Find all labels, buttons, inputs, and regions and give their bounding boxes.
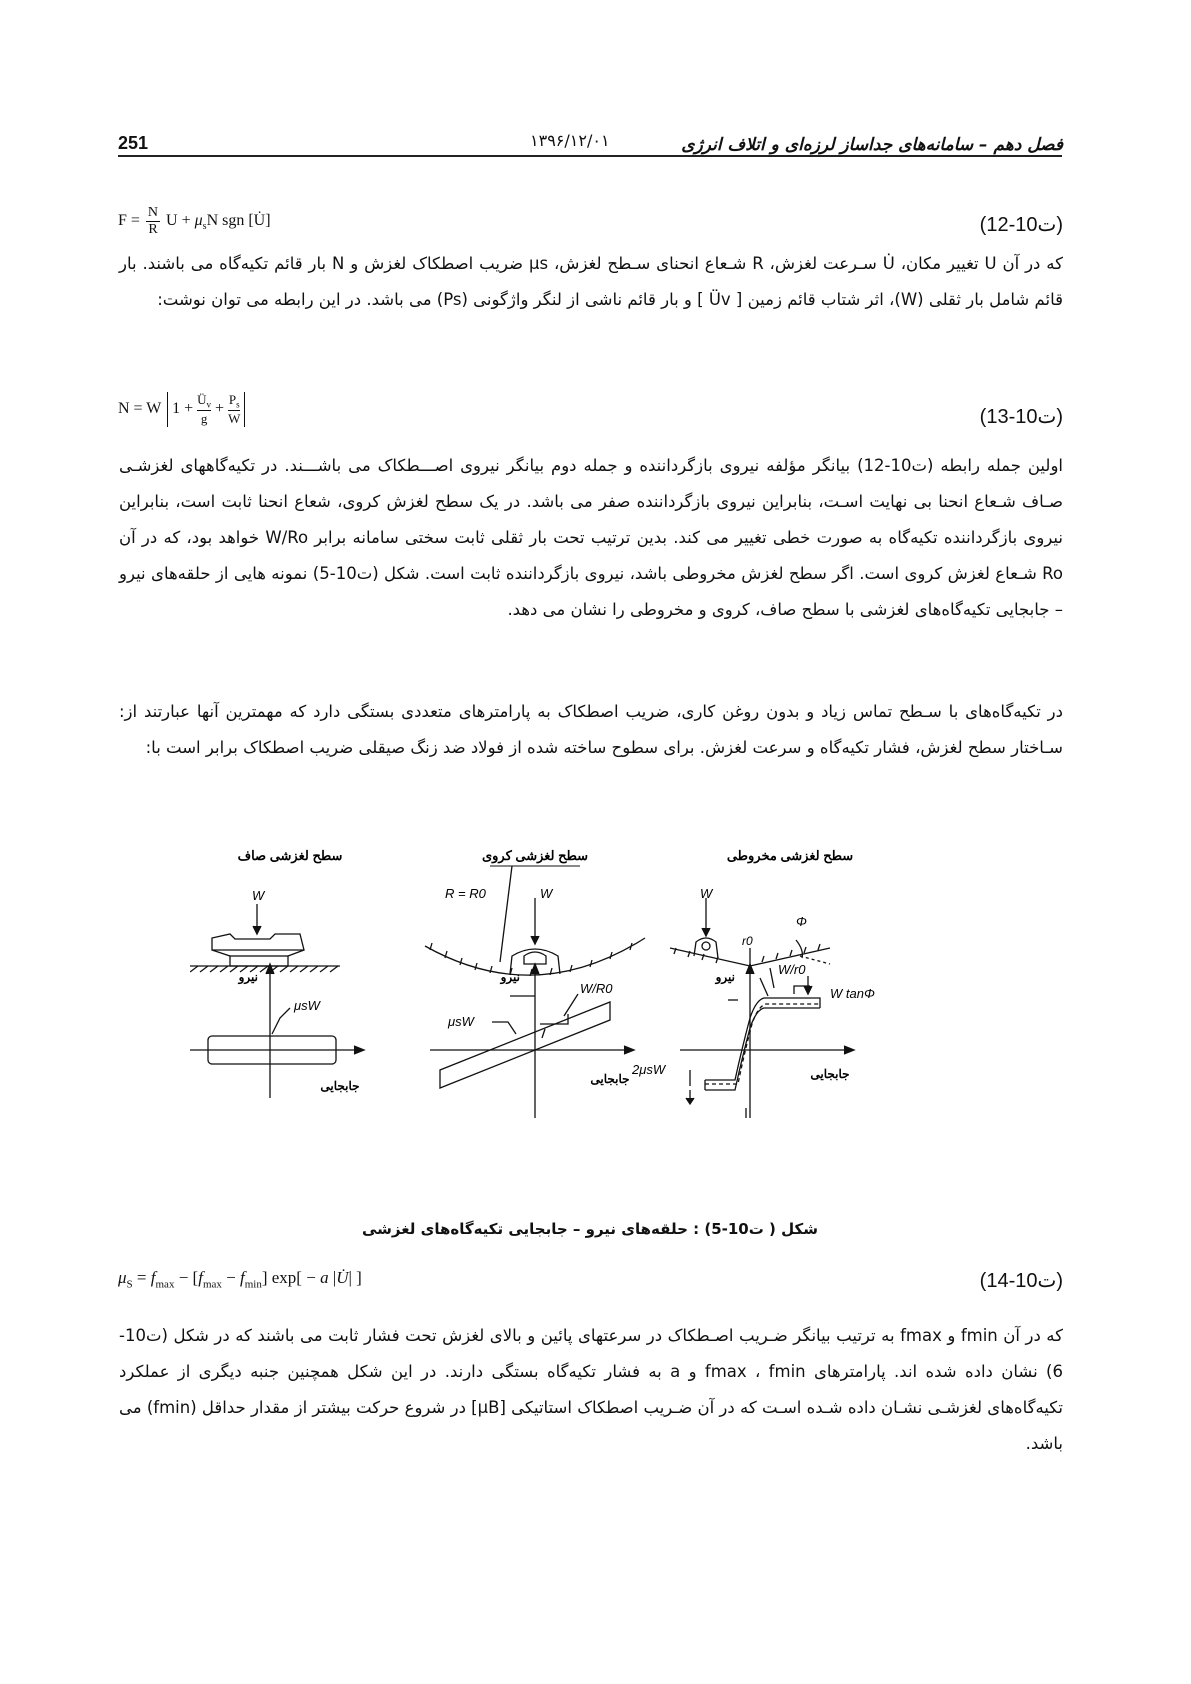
flat-bearing-sketch — [190, 904, 340, 972]
paragraph-3: در تکیه‌گاه‌های با سـطح تماس زیاد و بدون روغن کاری، ضریب اصطکاک به پارامترهای متعددی بستگی دارد که مهمترین آنها عبارتند از: سـاختار سطح لغزش، فشار تکیه‌گاه و سرعت لغزش. برای سطوح ساخته شده از فولاد ضد زنگ صیقلی ضریب اصطکاک برابر است با: — [119, 702, 1063, 757]
paragraph-2: اولین جمله رابطه (ت10-12) بیانگر مؤلفه نیروی بازگرداننده و جمله دوم بیانگر نیروی اصـــطکاک می باشـــند. در تکیه‌گاههای لغزشـی صـاف شـعاع انحنا بی نهایت اسـت، بنابراین نیروی بازگرداننده صفر می باشد. در یک سطح لغزش کروی، شعاع انحنا ثابت است، بنابراین نیروی بازگرداننده تکیه‌گاه به صورت خطی تغییر می کند. بدین ترتیب تحت بار ثقلی ثابت سختی سامانه برابر W/Ro خواهد بود، که در آن Ro شـعاع لغزش کروی است. اگر سطح لغزش مخروطی باشد، نیروی بازگرداننده ثابت است. شکل (ت10-5) نمونه هایی از حلقه‌های نیرو – جابجایی تکیه‌گاه‌های لغزشی با سطح صاف، کروی و مخروطی را نشان می دهد. — [119, 456, 1063, 619]
conical-force-label: نیرو — [715, 970, 735, 984]
header-date: ۱۳۹۶/۱۲/۰۱ — [530, 131, 610, 150]
spherical-displacement-label: جابجایی — [590, 1072, 630, 1086]
equation-13: N = W 1 + $\frac{Ü_v}{g}$ + $\frac{P_s}{W}$ — [118, 392, 247, 427]
flat-muw-label: μsW — [294, 998, 320, 1013]
spherical-bearing-sketch — [425, 866, 645, 976]
page-number: 251 — [118, 133, 149, 153]
flat-force-label: نیرو — [238, 970, 258, 984]
equation-12: F = $\frac{N}{R}$ $U + \mu_sN$ sgn [U̇] — [118, 205, 271, 237]
conical-displacement-label: جابجایی — [810, 1067, 850, 1081]
spherical-muw-label: μsW — [448, 1014, 474, 1029]
spherical-force-label: نیرو — [500, 970, 520, 984]
conical-r0-label: r0 — [742, 934, 753, 948]
equation-14-number: (ت10-14) — [979, 1270, 1063, 1292]
panel-title-flat: سطح لغزشی صاف — [237, 848, 343, 863]
force-displacement-figure — [190, 838, 990, 1198]
conical-2muw-label: 2μsW — [632, 1062, 666, 1077]
header-divider — [118, 155, 1062, 157]
paragraph-4: که در آن fmin و fmax به ترتیب بیانگر ضـریب اصـطکاک در سرعتهای پائین و بالای لغزش تحت فشار ثابت می باشند که در شکل (ت10-6) نشان داده شده اند. پارامترهای fmax ، fmin و a به فشار تکیه‌گاه بستگی دارند. در این شکل همچنین جنبه دیگری از عملکرد تکیه‌گاه‌های لغزشـی نشـان داده شـده اسـت که در آن ضـریب اصطکاک استاتیکی [μB] در شروع حرکت بیشتر از مقدار حداقل (fmin) می باشد. — [118, 1326, 1063, 1453]
paragraph-1: که در آن U تغییر مکان، U̇ سـرعت لغزش، R شـعاع انحنای سـطح لغزش، μs ضریب اصطکاک لغزش و N بار قائم تکیه‌گاه می باشند. بار قائم شامل بار ثقلی (W)، اثر شتاب قائم زمین [ Üv ] و بار قائم ناشی از لنگر واژگونی (Ps) می باشد. در این رابطه می توان نوشت: — [119, 254, 1063, 309]
spherical-wr0-label: W/R0 — [580, 981, 613, 996]
figure-caption: شکل ( ت10-5) : حلقه‌های نیرو – جابجایی تکیه‌گاه‌های لغزشی — [362, 1220, 818, 1238]
chapter-title: فصل دهم – سامانه‌های جداساز لرزه‌ای و اتلاف انرژی — [681, 135, 1063, 155]
spherical-radius-label: R = R0 — [445, 886, 486, 901]
conical-wr0-label: W/r0 — [778, 962, 806, 977]
flat-w-label: W — [252, 888, 265, 903]
equation-14: $\mu_S = f_{max} - [f_{max} - f_{min}] \exp[ - a$ |U̇| ] — [118, 1268, 362, 1291]
panel-title-conical: سطح لغزشی مخروطی — [726, 848, 854, 863]
conical-w-label: W — [700, 886, 713, 901]
spherical-w-label: W — [540, 886, 553, 901]
equation-12-number: (ت10-12) — [979, 214, 1063, 236]
flat-hysteresis — [190, 964, 364, 1098]
conical-wtan-label: W tanΦ — [830, 986, 875, 1001]
conical-phi-label: Φ — [796, 914, 807, 929]
equation-13-number: (ت10-13) — [979, 406, 1063, 428]
flat-displacement-label: جابجایی — [320, 1079, 360, 1093]
conical-hysteresis — [680, 964, 854, 1118]
panel-title-spherical: سطح لغزشی کروی — [481, 848, 589, 863]
